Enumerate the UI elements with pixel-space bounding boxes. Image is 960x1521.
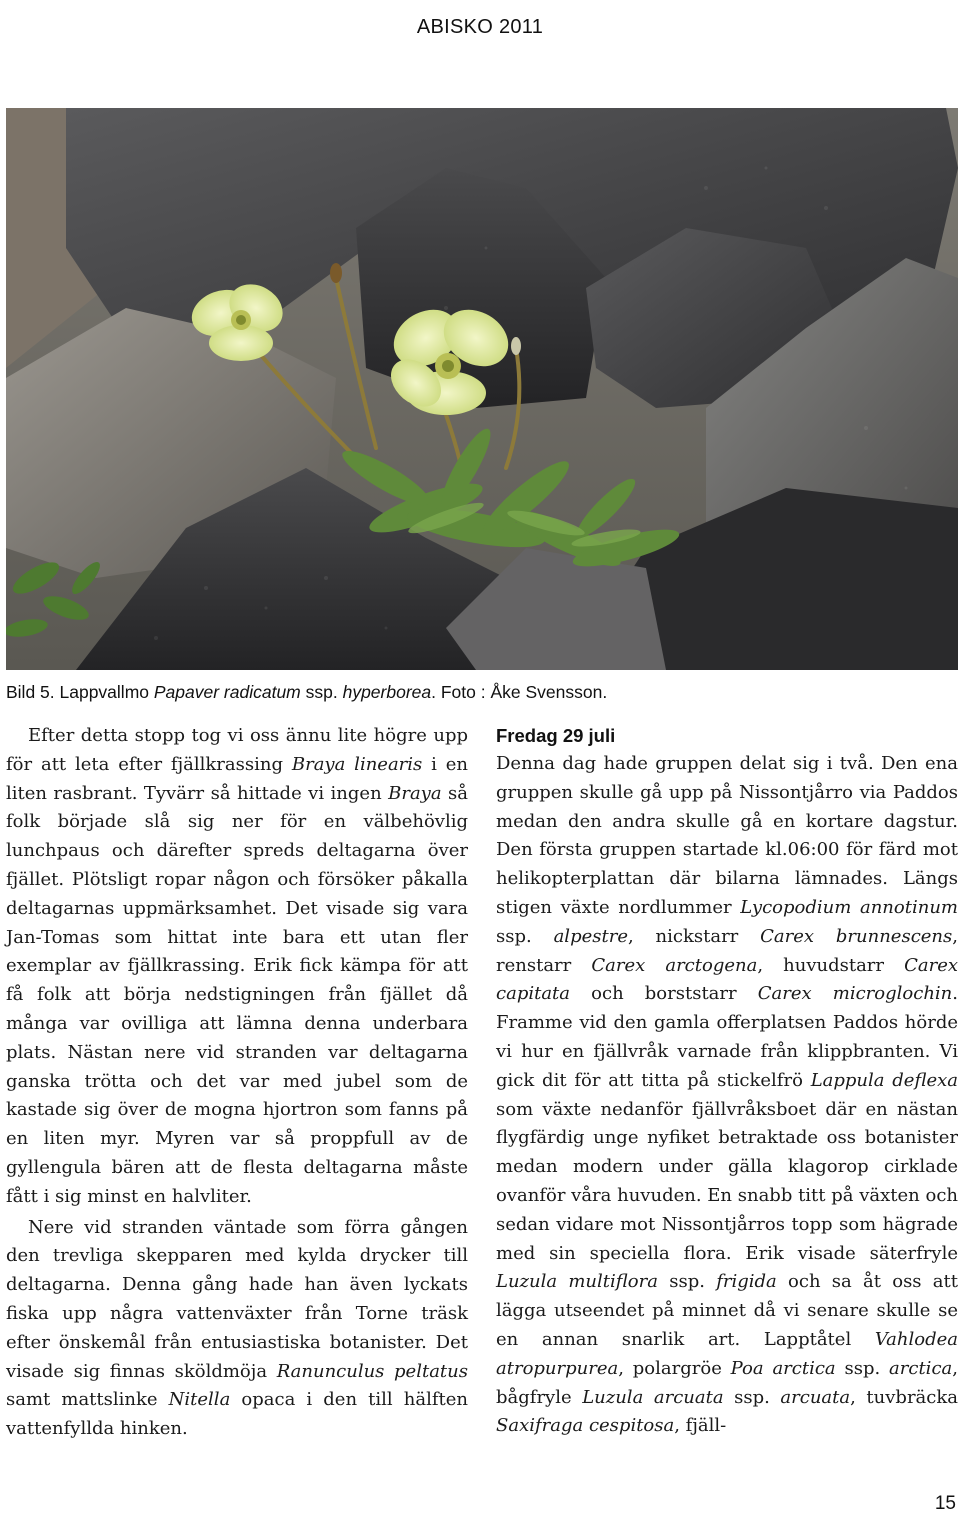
text-run: ssp. [835,1357,890,1379]
poppy-photo [6,108,958,670]
text-run: , polargröe [618,1357,731,1379]
text-run: Efter detta stopp tog vi oss ännu lite högre upp för att leta efter fjällkrassing [6,725,468,775]
text-run: , renstarr [496,925,958,976]
figure-caption [6,682,956,703]
taxon: Carex brunnescens [760,925,953,947]
taxon: Carex capitata [496,954,959,1005]
text-run: , nickstarr [627,925,761,947]
text-run: , tuvbräcka [850,1386,958,1408]
caption-subspecies: hyperborea [342,682,432,702]
text-run: ssp. [496,925,554,947]
caption-credit: . Foto : Åke Svensson. [431,682,608,702]
taxon: alpestre [553,925,628,947]
taxon: Luzula arcuata [582,1386,724,1408]
caption-mid: ssp. [300,682,343,702]
taxon: Braya [388,782,442,804]
taxon: Ranunculus peltatus [276,1360,468,1382]
text-run: och borststarr [570,983,758,1005]
page-number: 15 [934,1493,956,1514]
taxon: frigida [716,1271,777,1293]
left-column [6,722,468,1444]
text-run: ssp. [723,1386,781,1408]
text-run: ssp. [657,1271,717,1293]
text-run: och sa åt oss att lägga utseendet på minnet då vi senare skulle se en annan snarlik art. Lapptåtel [496,1271,959,1350]
caption-taxon: Papaver radicatum [153,682,301,702]
text-run: Denna dag hade gruppen delat sig i två. Den ena gruppen skulle gå upp på Nissontjårro via Paddos medan den andra skulle gå en kortare dagstur. Den första gruppen startade kl.06:00 för färd mot helikopterplattan där bilarna lämnades. Längs stigen växte nordlummer [496,753,958,918]
text-run: som växte nedanför fjällvråksboet där en nästan flygfärdig unge nyfiket betraktade oss botanister medan modern under gälla klagorop cirklade ovanför våra huvuden. En snabb titt på växten och sedan vidare mot Nissontjårros topp som hägrade med sin speciella flora. Erik visade säterfryle [496,1098,958,1264]
taxon: arctica [889,1357,953,1379]
taxon: Carex arctogena [591,954,758,976]
text-run: , bågfryle [496,1357,958,1408]
text-run: . Framme vid den gamla offerplatsen Paddos hörde vi hur en fjällvråk varnade från klippbranten. Vi gick dit för att titta på stickelfrö [496,983,958,1091]
taxon: Poa arctica [730,1357,836,1379]
text-run: Nere vid stranden väntade som förra gången den trevliga skepparen med kylda drycker till deltagarna. Denna gång hade han även lyckats fiska upp några vattenväxter från Torne träsk efter önskemål från entusiastiska botanister. Det visade sig finnas sköldmöja [6,1216,468,1382]
taxon: Lappula deflexa [810,1069,958,1091]
left-paragraph-1 [6,722,468,1212]
right-paragraph-1 [496,750,958,1441]
right-column [496,722,958,1441]
taxon: Lycopodium annotinum [740,896,958,918]
taxon: Carex microglochin [757,983,953,1005]
text-run: , huvudstarr [757,954,905,976]
text-run: samt mattslinke [6,1389,169,1411]
taxon: Luzula multiflora [496,1271,658,1293]
text-run: så folk började slå sig ner för en välbehövlig lunchpaus och därefter spreds deltagarna över fjället. Plötsligt ropar någon och försöker påkalla deltagarnas uppmärksamhet. Det visade sig vara Jan-Tomas som hittat inte bara ett utan fler exemplar av fjällkrassing. Erik fick kämpa för att få folk att börja nedstigningen från fjället då många var ovilliga att lämna denna underbara plats. Nästan nere vid stranden var deltagarna ganska trötta och det var med jubel som de kastade sig över de mogna hjortron som fanns på en liten myr. Myren var så proppfull av de gyllengula bären att de flesta deltagarna måste fått i sig minst en halvliter. [6,782,468,1207]
section-heading: Fredag 29 juli [496,725,616,746]
caption-label: Bild 5. Lappvallmo [6,682,154,702]
taxon: arcuata [780,1386,851,1408]
running-title: ABISKO 2011 [416,16,544,38]
taxon: Braya linearis [291,753,423,775]
text-run: i en liten rasbrant. Tyvärr så hittade vi ingen [6,753,468,804]
left-paragraph-2 [6,1214,468,1444]
text-run: , fjäll- [674,1415,727,1437]
taxon: Saxifraga cespitosa [496,1415,675,1437]
taxon: Nitella [168,1389,231,1411]
taxon: Vahlodea atropurpurea [496,1328,958,1379]
text-run: opaca i den till hälften vattenfyllda hinken. [6,1389,468,1440]
